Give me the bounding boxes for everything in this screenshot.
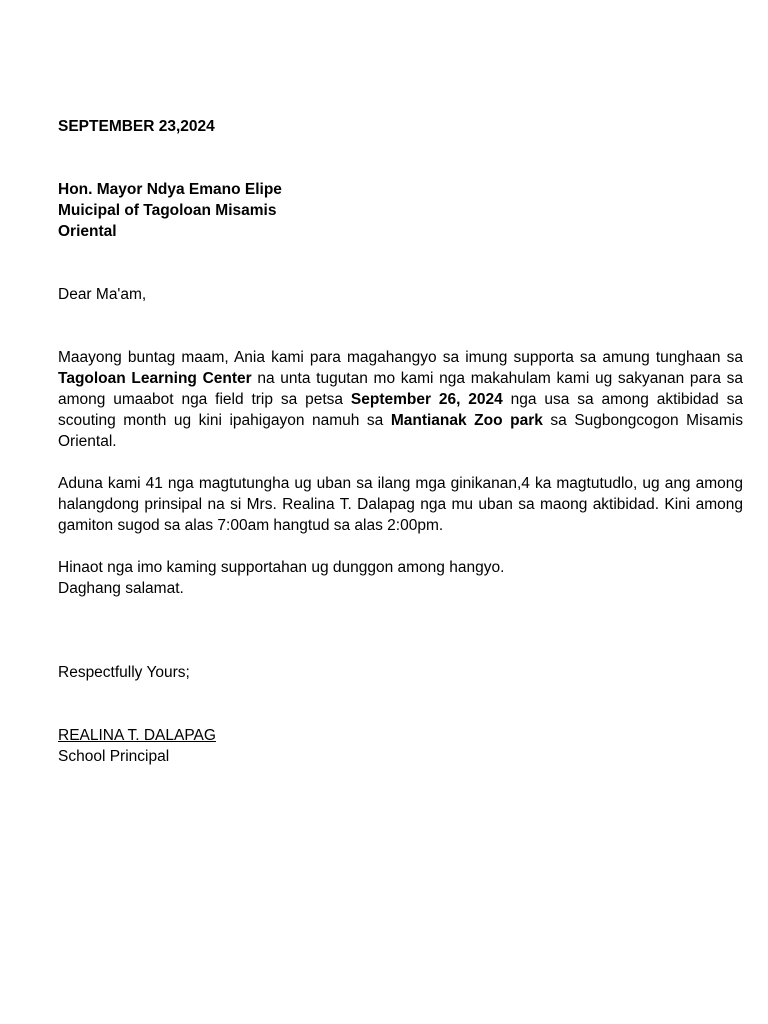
school-name: Tagoloan Learning Center <box>58 370 252 387</box>
thanks-line-1: Hinaot nga imo kaming supportahan ug dunggon among hangyo. <box>58 559 505 576</box>
p1-text-1: Maayong buntag maam, Ania kami para magahangyo sa imung supporta sa amung tunghaan sa <box>58 349 743 366</box>
signatory-name: REALINA T. DALAPAG <box>58 727 216 744</box>
p1-text-4: sa Sugbongcogon Misamis Oriental. <box>58 412 743 450</box>
trip-date: September 26, 2024 <box>350 391 503 408</box>
recipient-name: Hon. Mayor Ndya Emano Elipe <box>58 181 282 198</box>
letter-body <box>58 116 743 767</box>
recipient-block <box>58 179 318 242</box>
thanks-line-2: Daghang salamat. <box>58 580 184 597</box>
p1-text-3: nga usa sa among aktibidad sa scouting month ug kini ipahigayon namuh sa <box>58 391 743 429</box>
paragraph-request <box>58 347 743 452</box>
closing: Respectfully Yours; <box>58 664 190 681</box>
salutation: Dear Ma'am, <box>58 286 147 303</box>
recipient-office-cont: Oriental <box>58 223 117 240</box>
signatory-title: School Principal <box>58 748 170 765</box>
p1-text-2: na unta tugutan mo kami nga makahulam kami ug sakyanan para sa among umaabot nga field trip sa petsa <box>58 370 744 408</box>
venue-name: Mantianak Zoo park <box>390 412 543 429</box>
recipient-office: Muicipal of Tagoloan Misamis <box>58 202 277 219</box>
letter-date: SEPTEMBER 23,2024 <box>58 118 215 135</box>
paragraph-thanks <box>58 557 743 599</box>
paragraph-details: Aduna kami 41 nga magtutungha ug uban sa ilang mga ginikanan,4 ka magtutudlo, ug ang among halangdong prinsipal na si Mrs. Realina T. Dalapag nga mu uban sa maong aktibidad. Kini among gamiton sugod sa alas 7:00am hangtud sa alas 2:00pm. <box>58 475 743 534</box>
